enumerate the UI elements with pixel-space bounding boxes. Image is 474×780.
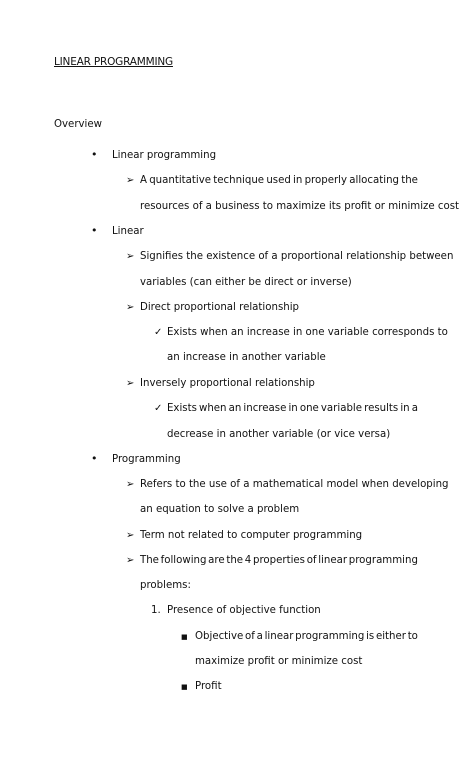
direct-relationship-detail-1: Exists when an increase in one variable corresponds to	[167, 327, 448, 338]
document-title: LINEAR PROGRAMMING	[54, 56, 173, 68]
linear-definition-line-2: variables (can either be direct or inverse)	[140, 277, 352, 288]
inverse-relationship-label: Inversely proportional relationship	[140, 378, 315, 389]
programming-definition-line-2: an equation to solve a problem	[140, 504, 300, 515]
arrow-bullet-icon: ➢	[126, 175, 135, 186]
definition-line-2: resources of a business to maximize its profit or minimize cost	[140, 201, 460, 212]
arrow-bullet-icon: ➢	[126, 302, 135, 313]
direct-relationship-label: Direct proportional relationship	[140, 302, 299, 313]
inverse-relationship-detail-2: decrease in another variable (or vice versa)	[167, 429, 391, 440]
programming-note: Term not related to computer programming	[140, 530, 363, 541]
overview-heading: Overview	[54, 119, 102, 130]
check-icon: ✓	[154, 403, 163, 414]
check-icon: ✓	[154, 327, 163, 338]
arrow-bullet-icon: ➢	[126, 479, 135, 490]
programming-definition-line-1: Refers to the use of a mathematical model when developing	[140, 479, 449, 490]
list-item-programming: Programming	[112, 454, 181, 465]
arrow-bullet-icon: ➢	[126, 378, 135, 389]
objective-detail-line-1: Objective of a linear programming is either to	[195, 631, 418, 642]
list-item-linear-programming: Linear programming	[112, 150, 217, 161]
inverse-relationship-detail-1: Exists when an increase in one variable results in a	[167, 403, 418, 414]
profit-item: Profit	[195, 681, 222, 692]
bullet-icon: •	[91, 452, 98, 465]
numbered-item-objective-function: Presence of objective function	[167, 605, 321, 616]
list-item-linear: Linear	[112, 226, 144, 237]
arrow-bullet-icon: ➢	[126, 555, 135, 566]
properties-intro-line-1: The following are the 4 properties of linear programming	[140, 555, 418, 566]
square-bullet-icon: ■	[181, 633, 188, 641]
numbered-list-number: 1.	[151, 605, 161, 616]
properties-intro-line-2: problems:	[140, 580, 191, 591]
bullet-icon: •	[91, 224, 98, 237]
objective-detail-line-2: maximize profit or minimize cost	[195, 656, 363, 667]
square-bullet-icon: ■	[181, 683, 188, 691]
linear-definition-line-1: Signifies the existence of a proportional relationship between	[140, 251, 454, 262]
arrow-bullet-icon: ➢	[126, 251, 135, 262]
direct-relationship-detail-2: an increase in another variable	[167, 352, 326, 363]
arrow-bullet-icon: ➢	[126, 530, 135, 541]
bullet-icon: •	[91, 148, 98, 161]
definition-line-1: A quantitative technique used in properly allocating the	[140, 175, 418, 186]
